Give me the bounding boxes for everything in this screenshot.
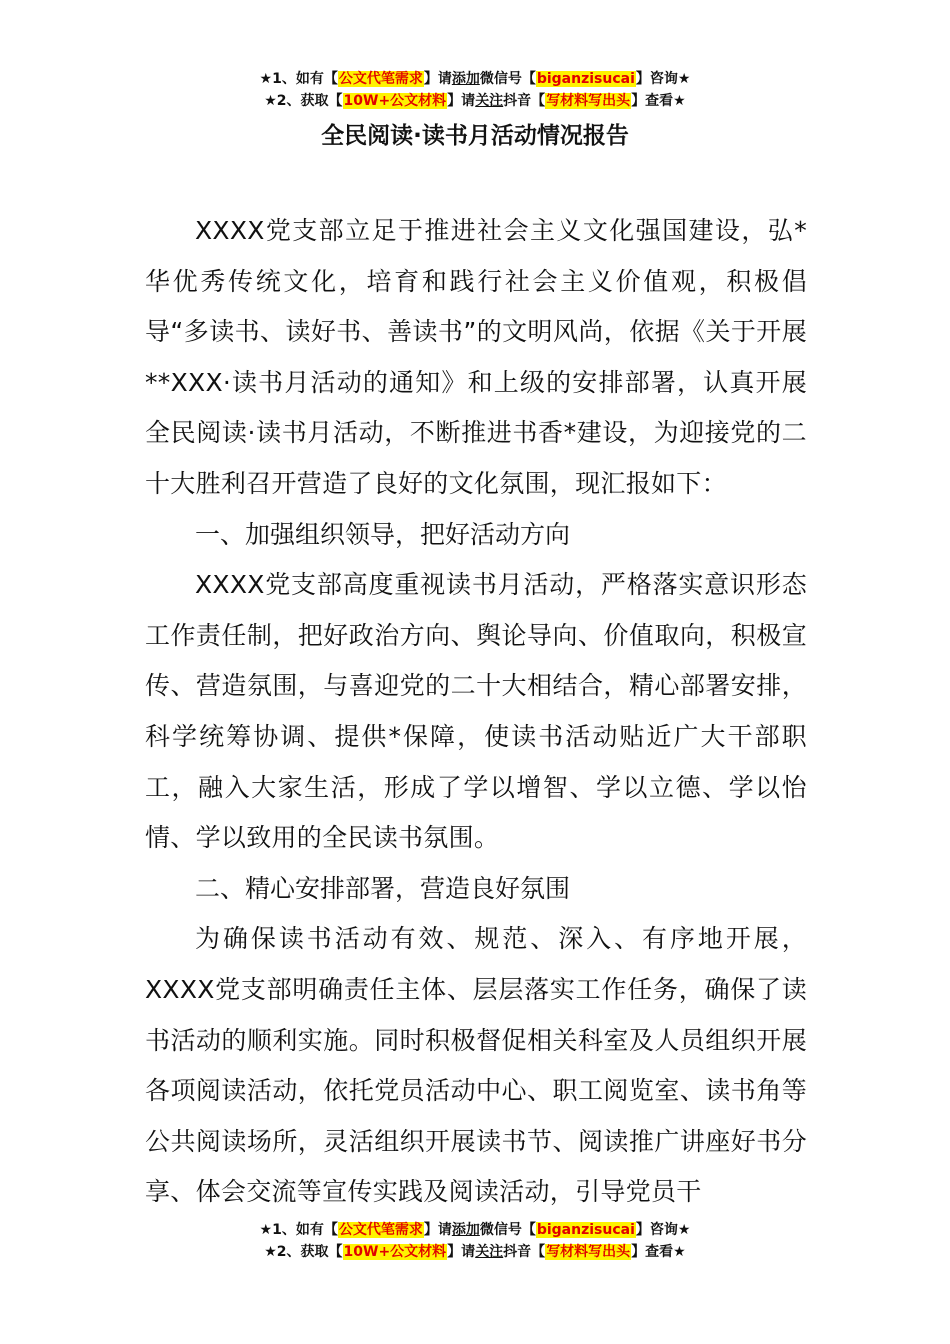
banner-highlight: 公文代笔需求: [338, 71, 423, 87]
banner-text: ★1、如有【: [259, 71, 338, 87]
banner-line-2: [0, 90, 950, 112]
banner-text: 微信号【: [479, 1222, 536, 1238]
section-heading-2: 二、精心安排部署，营造良好氛围: [195, 873, 571, 903]
banner-underlined-text: 添加: [451, 1222, 480, 1238]
banner-text: 】请: [423, 1222, 452, 1238]
banner-highlight: 公文代笔需求: [338, 1222, 423, 1238]
intro-paragraph: XXXX党支部立足于推进社会主义文化强国建设，弘*华优秀传统文化，培育和践行社会主义价值观，积极倡导“多读书、读好书、善读书”的文明风尚，依据《关于开展**XXX·读书月活动的通知》和上级的安排部署，认真开展全民阅读·读书月活动，不断推进书香*建设，为迎接党的二十大胜利召开营造了良好的文化氛围，现汇报如下：: [145, 216, 807, 498]
banner-text: ★2、获取【: [264, 1244, 343, 1260]
banner-text: 】查看★: [631, 1244, 686, 1260]
banner-text: ★2、获取【: [264, 93, 343, 109]
banner-highlight-douyin-id: 写材料写出头: [546, 93, 631, 109]
banner-underlined-text: 关注: [475, 1244, 504, 1260]
banner-line-2: [0, 1241, 950, 1263]
section-2-paragraph: 为确保读书活动有效、规范、深入、有序地开展，XXXX党支部明确责任主体、层层落实工作任务，确保了读书活动的顺利实施。同时积极督促相关科室及人员组织开展各项阅读活动，依托党员活动中心、职工阅览室、读书角等公共阅读场所，灵活组织开展读书节、阅读推广讲座好书分享、体会交流等宣传实践及阅读活动，引导党员干: [145, 924, 807, 1207]
banner-highlight: 10W+公文材料: [343, 93, 447, 109]
bottom-banner: [0, 1219, 950, 1263]
banner-text: 】咨询★: [635, 71, 691, 87]
banner-text: 】咨询★: [635, 1222, 691, 1238]
section-1-paragraph: XXXX党支部高度重视读书月活动，严格落实意识形态工作责任制，把好政治方向、舆论导向、价值取向，积极宣传、营造氛围，与喜迎党的二十大相结合，精心部署安排，科学统筹协调、提供*保障，使读书活动贴近广大干部职工，融入大家生活，形成了学以增智、学以立德、学以怡情、学以致用的全民读书氛围。: [145, 570, 807, 853]
banner-line-1: [0, 1219, 950, 1241]
banner-highlight-wechat-id: biganzisucai: [536, 1222, 635, 1238]
top-banner: [0, 68, 950, 112]
banner-text: 】查看★: [631, 93, 686, 109]
banner-underlined-text: 添加: [451, 71, 480, 87]
banner-text: 微信号【: [479, 71, 536, 87]
banner-highlight-wechat-id: biganzisucai: [536, 71, 635, 87]
banner-text: ★1、如有【: [259, 1222, 338, 1238]
banner-text: 】请: [423, 71, 452, 87]
document-body: [145, 206, 807, 1218]
banner-highlight-douyin-id: 写材料写出头: [546, 1244, 631, 1260]
banner-line-1: [0, 68, 950, 90]
banner-text: 抖音【: [503, 93, 546, 109]
section-heading-1: 一、加强组织领导，把好活动方向: [195, 519, 571, 549]
document-title: 全民阅读·读书月活动情况报告: [321, 123, 629, 149]
banner-text: 】请: [447, 1244, 476, 1260]
banner-highlight: 10W+公文材料: [343, 1244, 447, 1260]
banner-text: 抖音【: [503, 1244, 546, 1260]
banner-underlined-text: 关注: [475, 93, 504, 109]
banner-text: 】请: [447, 93, 476, 109]
